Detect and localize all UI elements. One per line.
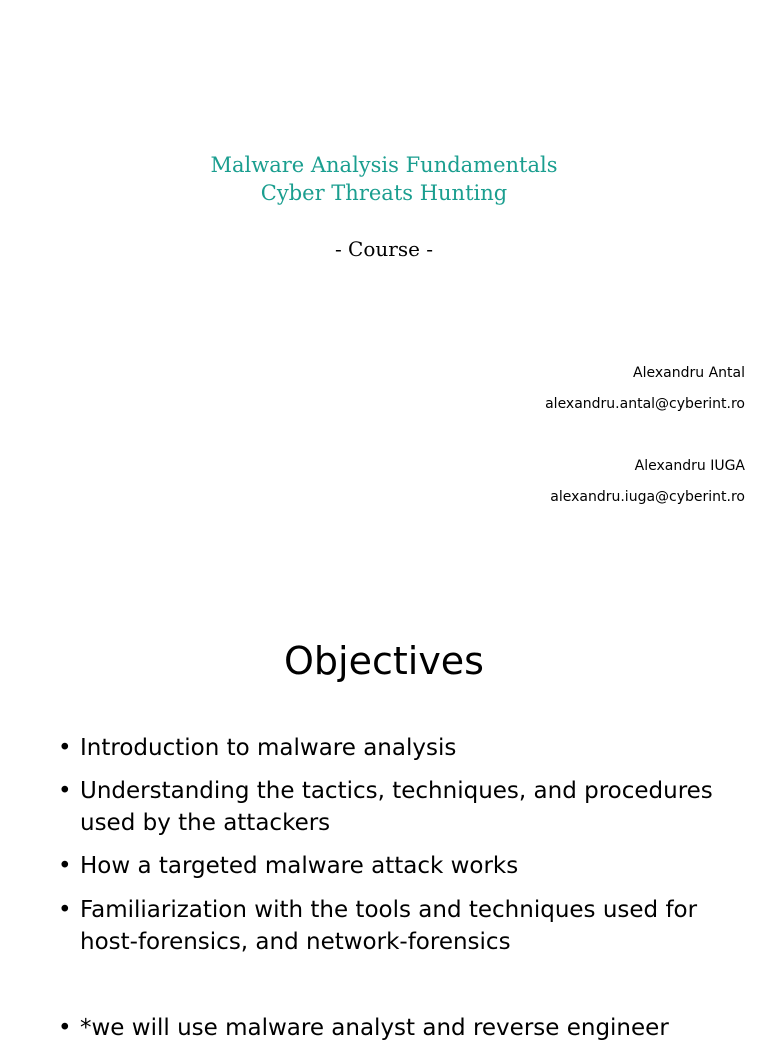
author-2-email: alexandru.iuga@cyberint.ro: [550, 489, 745, 505]
author-1-email: alexandru.antal@cyberint.ro: [545, 396, 745, 412]
objective-text: How a targeted malware attack works: [80, 853, 519, 879]
bullet-dot-icon: •: [58, 897, 72, 923]
author-1-name: Alexandru Antal: [633, 365, 745, 381]
objectives-title: Objectives: [284, 639, 484, 683]
objective-item: [58, 894, 748, 958]
course-title-line-1: Malware Analysis Fundamentals: [210, 153, 558, 177]
objective-item: [58, 775, 748, 839]
objective-text: Introduction to malware analysis: [80, 735, 457, 761]
objective-text: *we will use malware analyst and reverse engineer: [80, 1015, 669, 1041]
bullet-dot-icon: •: [58, 1015, 72, 1041]
objective-item: [58, 732, 748, 764]
bullet-dot-icon: •: [58, 853, 72, 879]
course-title-line-2: Cyber Threats Hunting: [260, 181, 508, 205]
objective-text: Familiarization with the tools and techniques used for host-forensics, and network-forensics: [80, 897, 698, 955]
course-subtitle: - Course -: [334, 237, 434, 261]
objectives-slide: [0, 576, 768, 1041]
bullet-dot-icon: •: [58, 778, 72, 804]
bullet-dot-icon: •: [58, 735, 72, 761]
objective-item: [58, 1012, 748, 1044]
objective-text: Understanding the tactics, techniques, and procedures used by the attackers: [80, 778, 713, 836]
author-2-name: Alexandru IUGA: [634, 458, 745, 474]
objective-item: [58, 850, 748, 882]
